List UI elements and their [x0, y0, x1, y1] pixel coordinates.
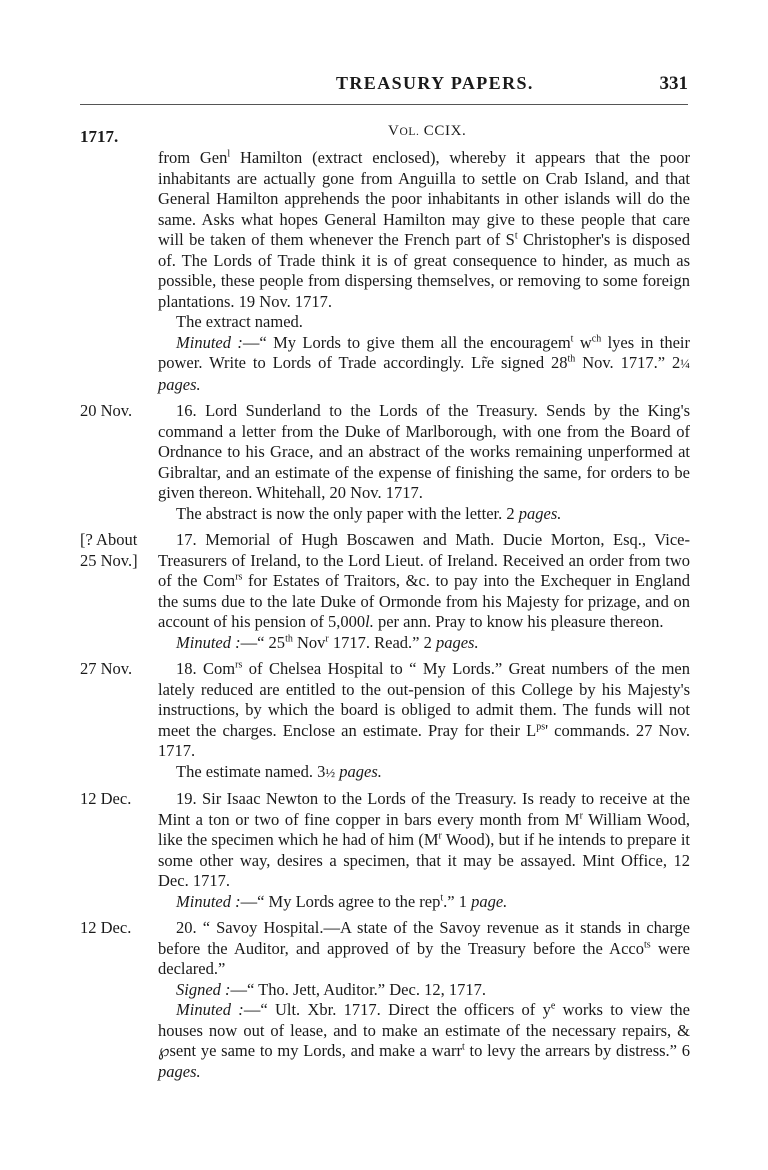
entry-paragraph: 19. Sir Isaac Newton to the Lords of the Treasury. Is ready to receive at the Mint a ton or two of fine copper in bars every month from $M^r$ William Wood, like the specimen which he had of him ($M^r$ Wood), but if he intends to prepare it some other way, desires a specimen, that it may be assayed. Mint Office, 12 Dec. 1717.	[158, 789, 691, 890]
entry-body	[158, 789, 690, 912]
running-title: TREASURY PAPERS.	[336, 73, 534, 93]
calendar-entry	[0, 401, 768, 524]
entry-date: 27 Nov.	[80, 659, 133, 678]
calendar-entry	[0, 918, 768, 1082]
calendar-entry	[0, 530, 768, 653]
calendar-entry	[0, 659, 768, 783]
entry-body	[158, 530, 690, 653]
entry-paragraph: 20. “ Savoy Hospital.—A state of the Savoy revenue as it stands in charge before the Auditor, and approved of by the Treasury before the Acco$^{ts}$ were declared.”	[158, 918, 691, 978]
entry-paragraph: 18. Com$^{rs}$ of Chelsea Hospital to “ My Lords.” Great numbers of the men lately reduced are entitled to the out-pension of this College by his Majesty's instructions, by which the board is obliged to admit them. The funds will not meet the charges. Enclose an estimate. Pray for their $L^{ps}'$ commands. 27 Nov. 1717.	[158, 659, 691, 760]
entry-paragraph: 17. Memorial of Hugh Boscawen and Math. Ducie Morton, Esq., Vice-Treasurers of Ireland, to the Lord Lieut. of Ireland. Received an order from two of the Com$^{rs}$ for Estates of Traitors, &c. to pay into the Exchequer in England the sums due to the late Duke of Ormonde from his Majesty for prizage, and on account of his pension of 5,000l. per ann. Pray to know his pleasure thereon.	[158, 530, 690, 631]
page-number: 331	[659, 73, 688, 94]
entry-paragraph: Signed :—“ Tho. Jett, Auditor.” Dec. 12, 1717.	[176, 979, 486, 999]
entry-date: 20 Nov.	[80, 401, 133, 420]
entry-body	[158, 401, 690, 524]
entry-paragraph: Minuted :—“ My Lords to give them all the encouragem$^t$ $w^{ch}$ lyes in their power. Write to Lords of Trade accordingly. Lr̃e signed 28th Nov. 1717.” 2¼ pages.	[158, 332, 690, 394]
entry-body	[158, 918, 690, 1082]
year-marker: 1717.	[80, 127, 119, 146]
volume-prefix: V	[388, 123, 400, 139]
entry-paragraph: 16. Lord Sunderland to the Lords of the Treasury. Sends by the King's command a letter from the Duke of Marlborough, with one from the Board of Ordnance to his Grace, and an abstract of the works remaining unperformed at Gibraltar, and an estimate of the expense of finishing the same, for orders to be given thereon. Whitehall, 20 Nov. 1717.	[158, 401, 690, 502]
entry-body	[158, 659, 690, 783]
running-header	[0, 73, 768, 99]
entry-body	[158, 148, 690, 395]
entry-paragraph: Minuted :—“ Ult. Xbr. 1717. Direct the officers of $y^e$ works to view the houses now out of lease, and to make an estimate of the necessary repairs, & ℘sent ye same to my Lords, and make a warr$^t$ to levy the arrears by distress.” 6 pages.	[158, 1000, 691, 1081]
entry-paragraph: The extract named.	[176, 312, 303, 331]
volume-heading	[388, 123, 466, 140]
entry-paragraph: Minuted :—“ My Lords agree to the rep$^t$.” 1 page.	[176, 891, 508, 911]
entry-paragraph: Minuted :—“ 25th Nov$^r$ 1717. Read.” 2 pages.	[176, 632, 479, 652]
calendar-entries	[0, 148, 768, 1088]
entry-date: 12 Dec.	[80, 918, 132, 937]
volume-number: CCIX.	[419, 123, 467, 139]
entry-date: 12 Dec.	[80, 789, 132, 808]
calendar-entry	[0, 148, 768, 395]
entry-paragraph: The estimate named. 3½ pages.	[176, 761, 382, 781]
header-rule	[80, 104, 688, 105]
entry-paragraph: The abstract is now the only paper with the letter. 2 pages.	[176, 503, 562, 523]
entry-paragraph: from Gen$^l$ Hamilton (extract enclosed), whereby it appears that the poor inhabitants are actually gone from Anguilla to settle on Crab Island, and that General Hamilton apprehends the poor inhabitants in other islands will do the same. Asks what hopes General Hamilton may give to these people that care will be taken of them whenever the French part of $S^t$ Christopher's is disposed of. The Lords of Trade think it is of great consequence to hinder, as much as possible, these people from dispersing themselves, or removing to some foreign plantations. 19 Nov. 1717.	[158, 148, 690, 311]
calendar-entry	[0, 789, 768, 912]
volume-smallcaps: OL.	[399, 126, 420, 138]
entry-date: [? About 25 Nov.]	[80, 530, 138, 570]
